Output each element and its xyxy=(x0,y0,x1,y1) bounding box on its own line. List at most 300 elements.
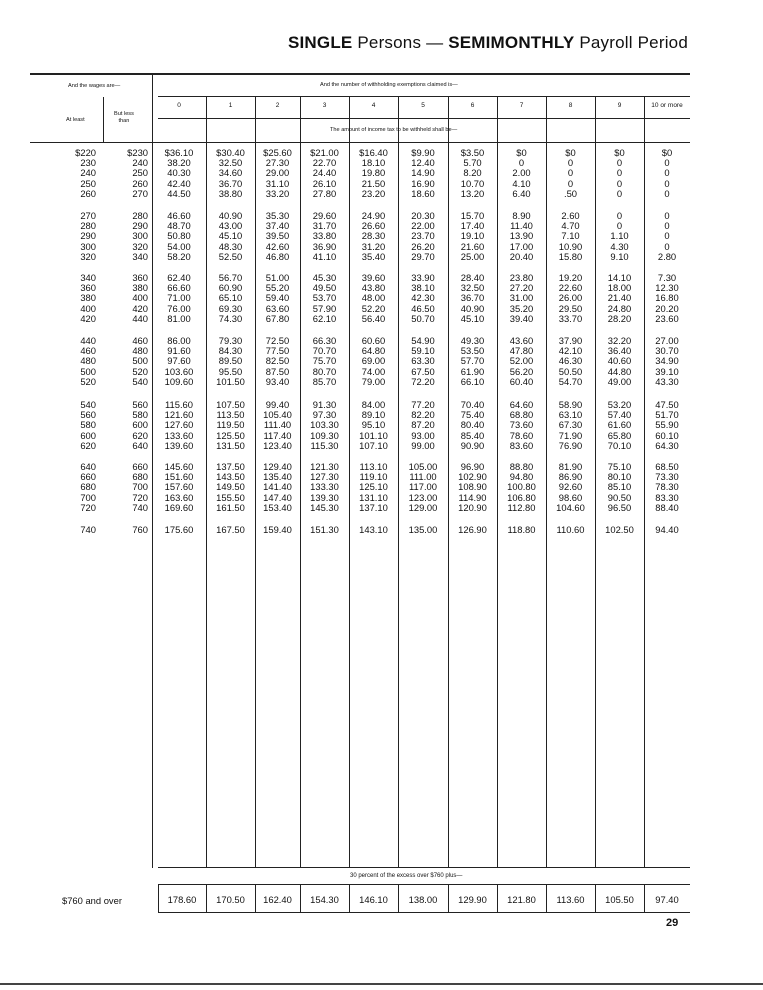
at-least-column xyxy=(62,400,96,451)
table-cell: 110.60 xyxy=(556,524,585,535)
excess-divider xyxy=(158,884,690,885)
table-cell: 96.50 xyxy=(607,501,632,513)
table-cell: 660 xyxy=(80,471,96,483)
table-cell: 62.40 xyxy=(167,272,191,283)
table-cell: 39.40 xyxy=(509,312,534,324)
table-cell: 83.60 xyxy=(509,439,534,451)
table-cell: 0 xyxy=(616,167,623,179)
table-cell: 260 xyxy=(80,187,96,199)
table-cell: 77.20 xyxy=(411,399,435,410)
excess-value: 170.50 xyxy=(216,894,245,905)
table-cell: 300 xyxy=(132,230,148,242)
table-cell: 135.00 xyxy=(408,524,438,535)
table-cell: 400 xyxy=(80,302,96,314)
table-cell: 41.10 xyxy=(312,250,337,262)
table-cell: 106.80 xyxy=(507,491,536,503)
table-cell: 67.80 xyxy=(265,312,290,324)
header-divider xyxy=(158,96,690,97)
withholding-column xyxy=(644,525,690,535)
table-cell: 105.00 xyxy=(408,461,438,472)
table-cell: 114.90 xyxy=(458,491,487,503)
table-cell: 63.10 xyxy=(558,409,583,421)
withholding-column xyxy=(206,400,255,451)
header-divider xyxy=(158,118,690,119)
table-cell: 135.40 xyxy=(263,471,292,483)
column-header: 8 xyxy=(568,102,573,109)
table-cell: 33.70 xyxy=(558,312,583,324)
at-least-column xyxy=(62,336,96,387)
table-cell: 83.30 xyxy=(655,491,679,503)
table-cell: 0 xyxy=(616,187,623,199)
table-cell: 18.60 xyxy=(411,187,435,199)
table-cell: 270 xyxy=(132,187,148,199)
table-cell: 159.40 xyxy=(263,524,292,535)
excess-value: 121.80 xyxy=(507,894,536,905)
table-cell: 87.50 xyxy=(265,365,290,377)
table-cell: 380 xyxy=(80,292,96,304)
table-cell: 141.40 xyxy=(263,481,292,493)
but-less-than-column xyxy=(112,400,148,451)
table-cell: 35.40 xyxy=(361,250,386,262)
table-cell: 54.70 xyxy=(558,375,583,387)
withholding-column xyxy=(644,148,690,199)
withholding-column xyxy=(595,462,644,513)
table-cell: 27.00 xyxy=(655,335,679,346)
table-cell: 4.70 xyxy=(561,220,580,232)
table-cell: 24.90 xyxy=(361,210,386,221)
table-cell: 105.40 xyxy=(263,409,292,421)
table-cell: 2.60 xyxy=(561,210,580,221)
page-number: 29 xyxy=(666,917,679,929)
but-less-than-column xyxy=(112,336,148,387)
table-cell: 103.30 xyxy=(310,419,339,431)
table-cell: 57.90 xyxy=(312,302,337,314)
table-cell: 43.30 xyxy=(655,375,679,387)
column-header: 2 xyxy=(275,102,280,109)
withholding-column xyxy=(398,273,448,324)
table-cell: 79.00 xyxy=(361,375,386,387)
table-cell: 55.90 xyxy=(655,419,679,431)
table-cell: 81.00 xyxy=(167,312,191,324)
withholding-column xyxy=(300,462,349,513)
table-cell: 26.20 xyxy=(411,240,435,252)
table-cell: 480 xyxy=(132,345,148,357)
table-cell: 0 xyxy=(567,177,574,189)
table-cell: 30.70 xyxy=(655,345,679,357)
table-cell: 26.60 xyxy=(361,220,386,232)
table-cell: 126.90 xyxy=(458,524,487,535)
table-cell: 480 xyxy=(80,355,96,367)
table-cell: 91.60 xyxy=(167,345,191,357)
withholding-column xyxy=(398,211,448,262)
exemptions-header: And the number of withholding exemptions claimed is— xyxy=(320,82,458,88)
table-cell: 61.90 xyxy=(460,365,485,377)
table-cell: 440 xyxy=(132,312,148,324)
table-cell: 26.00 xyxy=(558,292,583,304)
table-cell: 0 xyxy=(664,167,670,179)
table-cell: 151.30 xyxy=(310,524,339,535)
table-cell: 92.60 xyxy=(558,481,583,493)
table-cell: 66.10 xyxy=(460,375,485,387)
table-cell: 520 xyxy=(132,365,148,377)
table-cell: 460 xyxy=(80,345,96,357)
withholding-column xyxy=(448,462,497,513)
table-cell: 54.00 xyxy=(167,240,191,252)
table-cell: 14.10 xyxy=(607,272,632,283)
table-cell: 230 xyxy=(80,157,96,169)
withholding-column xyxy=(546,211,595,262)
table-cell: 720 xyxy=(80,501,96,513)
table-cell: 94.40 xyxy=(655,524,679,535)
table-cell: 71.90 xyxy=(558,429,583,441)
withholding-column xyxy=(448,400,497,451)
table-cell: 112.80 xyxy=(507,501,536,513)
table-cell: 65.80 xyxy=(607,429,632,441)
table-cell: 102.50 xyxy=(605,524,634,535)
table-cell: 121.30 xyxy=(310,461,339,472)
column-header: 1 xyxy=(228,102,233,109)
table-cell: 60.10 xyxy=(655,429,679,441)
table-cell: 240 xyxy=(132,157,148,169)
table-cell: 84.30 xyxy=(218,345,243,357)
table-cell: 127.30 xyxy=(310,471,339,483)
table-cell: 75.10 xyxy=(607,461,632,472)
withholding-column xyxy=(497,400,546,451)
withholding-column xyxy=(349,525,398,535)
withholding-column xyxy=(448,273,497,324)
table-cell: 167.50 xyxy=(216,524,245,535)
table-cell: 15.70 xyxy=(460,210,485,221)
table-cell: 43.60 xyxy=(509,335,534,346)
table-cell: 31.10 xyxy=(265,177,290,189)
table-cell: 48.00 xyxy=(361,292,386,304)
table-cell: 28.30 xyxy=(361,230,386,242)
table-cell: $16.40 xyxy=(359,147,388,158)
table-cell: 102.90 xyxy=(458,471,487,483)
wage-divider xyxy=(103,97,104,143)
table-cell: 48.30 xyxy=(218,240,243,252)
table-cell: 131.10 xyxy=(359,491,388,503)
table-cell: 74.00 xyxy=(361,365,386,377)
table-cell: 31.00 xyxy=(509,292,534,304)
table-cell: 149.50 xyxy=(216,481,245,493)
table-cell: 15.80 xyxy=(558,250,583,262)
table-cell: 72.20 xyxy=(411,375,435,387)
withholding-column xyxy=(497,336,546,387)
table-cell: 340 xyxy=(80,272,96,283)
amount-withheld-header: The amount of income tax to be withheld shall be— xyxy=(330,127,458,133)
excess-value: 154.30 xyxy=(310,894,339,905)
table-cell: 560 xyxy=(80,409,96,421)
table-cell: 400 xyxy=(132,292,148,304)
table-cell: $36.10 xyxy=(164,147,194,158)
table-cell: 37.90 xyxy=(558,335,583,346)
withholding-column xyxy=(595,273,644,324)
table-cell: 1.10 xyxy=(610,230,629,242)
withholding-column xyxy=(152,148,206,199)
table-cell: 8.90 xyxy=(512,210,531,221)
table-cell: 740 xyxy=(80,524,96,535)
table-cell: 53.50 xyxy=(460,345,485,357)
table-cell: 58.20 xyxy=(167,250,191,262)
table-cell: 35.30 xyxy=(265,210,290,221)
table-cell: 18.00 xyxy=(607,282,632,294)
table-cell: 143.10 xyxy=(359,524,388,535)
table-cell: 90.50 xyxy=(607,491,632,503)
table-cell: 113.10 xyxy=(359,461,388,472)
table-cell: 75.70 xyxy=(312,355,337,367)
but-less-than-column xyxy=(112,462,148,513)
table-cell: 56.40 xyxy=(361,312,386,324)
withholding-column xyxy=(152,525,206,535)
table-cell: 56.70 xyxy=(218,272,243,283)
table-cell: 360 xyxy=(132,272,148,283)
table-cell: 57.40 xyxy=(607,409,632,421)
table-cell: 380 xyxy=(132,282,148,294)
withholding-column xyxy=(300,400,349,451)
table-cell: 13.90 xyxy=(509,230,534,242)
table-cell: 32.20 xyxy=(607,335,632,346)
table-cell: 61.60 xyxy=(607,419,632,431)
table-cell: 21.60 xyxy=(460,240,485,252)
but-less-than-column xyxy=(112,273,148,324)
table-cell: 43.00 xyxy=(218,220,243,232)
table-cell: 49.30 xyxy=(460,335,485,346)
table-cell: 62.10 xyxy=(312,312,337,324)
table-cell: 68.50 xyxy=(655,461,679,472)
withholding-column xyxy=(595,148,644,199)
table-cell: 250 xyxy=(132,167,148,179)
table-cell: 32.50 xyxy=(218,157,243,169)
table-cell: 45.30 xyxy=(312,272,337,283)
table-cell: 42.40 xyxy=(167,177,191,189)
table-cell: 107.50 xyxy=(216,399,245,410)
table-cell: 300 xyxy=(80,240,96,252)
table-cell: 260 xyxy=(132,177,148,189)
table-cell: 90.90 xyxy=(460,439,485,451)
table-cell: 115.30 xyxy=(310,439,339,451)
table-cell: 27.80 xyxy=(312,187,337,199)
table-cell: 46.50 xyxy=(411,302,435,314)
table-cell: 36.70 xyxy=(218,177,243,189)
table-cell: .50 xyxy=(563,187,578,199)
table-cell: 34.90 xyxy=(655,355,679,367)
table-cell: 95.10 xyxy=(361,419,386,431)
table-top-rule xyxy=(30,73,690,75)
table-cell: 560 xyxy=(132,399,148,410)
withholding-column xyxy=(349,462,398,513)
table-cell: 47.50 xyxy=(655,399,679,410)
table-cell: 580 xyxy=(132,409,148,421)
table-cell: 163.60 xyxy=(164,491,194,503)
withholding-column xyxy=(398,525,448,535)
withholding-column xyxy=(152,211,206,262)
table-cell: 29.70 xyxy=(411,250,435,262)
table-cell: 6.40 xyxy=(512,187,531,199)
excess-value: 113.60 xyxy=(556,894,585,905)
withholding-column xyxy=(546,462,595,513)
withholding-column xyxy=(255,336,300,387)
table-cell: 18.10 xyxy=(361,157,386,169)
table-cell: 89.50 xyxy=(218,355,243,367)
table-cell: 0 xyxy=(616,220,623,232)
table-cell: 117.00 xyxy=(409,481,437,493)
table-cell: 117.40 xyxy=(263,429,292,441)
excess-value: 162.40 xyxy=(263,894,292,905)
table-cell: 34.60 xyxy=(218,167,243,179)
table-cell: 0 xyxy=(616,157,623,169)
table-cell: 118.80 xyxy=(507,524,536,535)
withholding-column xyxy=(152,273,206,324)
withholding-column xyxy=(152,400,206,451)
table-cell: 36.40 xyxy=(607,345,632,357)
excess-value: 138.00 xyxy=(408,894,438,905)
table-cell: 100.80 xyxy=(507,481,536,493)
withholding-column xyxy=(644,462,690,513)
table-cell: 660 xyxy=(132,461,148,472)
table-cell: 68.80 xyxy=(509,409,534,421)
column-header: 10 or more xyxy=(651,102,683,109)
table-cell: 88.40 xyxy=(655,501,679,513)
table-cell: 79.30 xyxy=(218,335,243,346)
table-cell: 67.50 xyxy=(411,365,435,377)
table-cell: 16.80 xyxy=(655,292,679,304)
table-cell: $220 xyxy=(75,147,96,158)
table-cell: 51.70 xyxy=(655,409,679,421)
table-cell: 129.00 xyxy=(408,501,438,513)
table-cell: 540 xyxy=(80,399,96,410)
table-cell: 0 xyxy=(664,240,670,252)
withholding-column xyxy=(349,148,398,199)
table-cell: 50.70 xyxy=(411,312,435,324)
table-cell: 108.90 xyxy=(458,481,487,493)
table-cell: 360 xyxy=(80,282,96,294)
table-cell: 20.30 xyxy=(411,210,435,221)
table-cell: 23.70 xyxy=(411,230,435,242)
withholding-column xyxy=(206,273,255,324)
withholding-column xyxy=(595,336,644,387)
table-cell: 0 xyxy=(664,157,670,169)
table-cell: $0 xyxy=(661,147,673,158)
table-cell: 40.30 xyxy=(167,167,191,179)
table-cell: 5.70 xyxy=(463,157,482,169)
column-header: 7 xyxy=(519,102,524,109)
withholding-column xyxy=(300,211,349,262)
excess-top-rule xyxy=(158,867,690,868)
table-cell: 32.50 xyxy=(460,282,485,294)
withholding-column xyxy=(546,525,595,535)
table-cell: 720 xyxy=(132,491,148,503)
table-cell: 23.80 xyxy=(509,272,534,283)
table-cell: 46.30 xyxy=(558,355,583,367)
table-cell: 19.80 xyxy=(361,167,386,179)
table-cell: 85.70 xyxy=(312,375,337,387)
excess-value: 105.50 xyxy=(605,894,634,905)
withholding-column xyxy=(546,400,595,451)
table-cell: 84.00 xyxy=(361,399,386,410)
table-cell: 72.50 xyxy=(265,335,290,346)
withholding-column xyxy=(398,336,448,387)
table-cell: 31.20 xyxy=(361,240,386,252)
table-cell: $0 xyxy=(614,147,625,158)
table-cell: 65.10 xyxy=(218,292,243,304)
table-cell: 0 xyxy=(567,167,574,179)
table-cell: 42.60 xyxy=(265,240,290,252)
table-cell: 125.50 xyxy=(216,429,245,441)
table-cell: 94.80 xyxy=(509,471,534,483)
table-cell: 38.20 xyxy=(167,157,191,169)
table-cell: 280 xyxy=(132,210,148,221)
table-cell: 85.10 xyxy=(607,481,632,493)
table-cell: 33.20 xyxy=(265,187,290,199)
table-cell: 36.90 xyxy=(312,240,337,252)
table-cell: 20.40 xyxy=(509,250,534,262)
column-header: 6 xyxy=(470,102,475,109)
table-cell: 760 xyxy=(132,524,148,535)
but-less-than-column xyxy=(112,148,148,199)
table-cell: 123.40 xyxy=(263,439,292,451)
withholding-column xyxy=(448,336,497,387)
table-cell: 29.00 xyxy=(265,167,290,179)
table-cell: 59.40 xyxy=(265,292,290,304)
header-bottom-rule xyxy=(30,142,690,143)
table-cell: 111.00 xyxy=(409,471,437,483)
column-header: 4 xyxy=(371,102,376,109)
table-cell: $30.40 xyxy=(216,147,245,158)
withholding-column xyxy=(255,273,300,324)
table-cell: 26.10 xyxy=(312,177,337,189)
table-cell: 161.50 xyxy=(216,501,245,513)
table-cell: 66.60 xyxy=(167,282,191,294)
table-cell: 0 xyxy=(664,220,670,232)
table-cell: 40.90 xyxy=(218,210,243,221)
table-cell: 27.30 xyxy=(265,157,290,169)
table-cell: 80.10 xyxy=(607,471,632,483)
table-cell: 145.60 xyxy=(164,461,194,472)
but-less-than-column xyxy=(112,211,148,262)
table-cell: 580 xyxy=(80,419,96,431)
table-cell: 60.40 xyxy=(509,375,534,387)
table-cell: 115.60 xyxy=(165,399,193,410)
table-cell: 77.50 xyxy=(265,345,290,357)
table-cell: 420 xyxy=(132,302,148,314)
at-least-header: At least xyxy=(66,117,85,123)
table-cell: 123.00 xyxy=(408,491,438,503)
table-cell: 69.30 xyxy=(218,302,243,314)
table-cell: 640 xyxy=(80,461,96,472)
withholding-column xyxy=(644,273,690,324)
table-cell: 25.00 xyxy=(460,250,485,262)
column-header: 0 xyxy=(177,102,181,109)
withholding-column xyxy=(644,400,690,451)
table-cell: 620 xyxy=(132,429,148,441)
table-cell: 101.50 xyxy=(216,375,245,387)
table-cell: 76.00 xyxy=(167,302,191,314)
table-cell: 280 xyxy=(80,220,96,232)
table-cell: 52.50 xyxy=(218,250,243,262)
table-cell: 29.50 xyxy=(558,302,583,314)
table-cell: 28.20 xyxy=(607,312,632,324)
excess-note: 30 percent of the excess over $760 plus— xyxy=(350,873,463,879)
withholding-column xyxy=(255,400,300,451)
table-cell: 63.30 xyxy=(411,355,435,367)
table-cell: 4.10 xyxy=(512,177,531,189)
table-cell: 93.40 xyxy=(265,375,290,387)
table-cell: 50.50 xyxy=(558,365,583,377)
table-cell: 4.30 xyxy=(610,240,629,252)
withholding-column xyxy=(152,336,206,387)
table-cell: 700 xyxy=(80,491,96,503)
